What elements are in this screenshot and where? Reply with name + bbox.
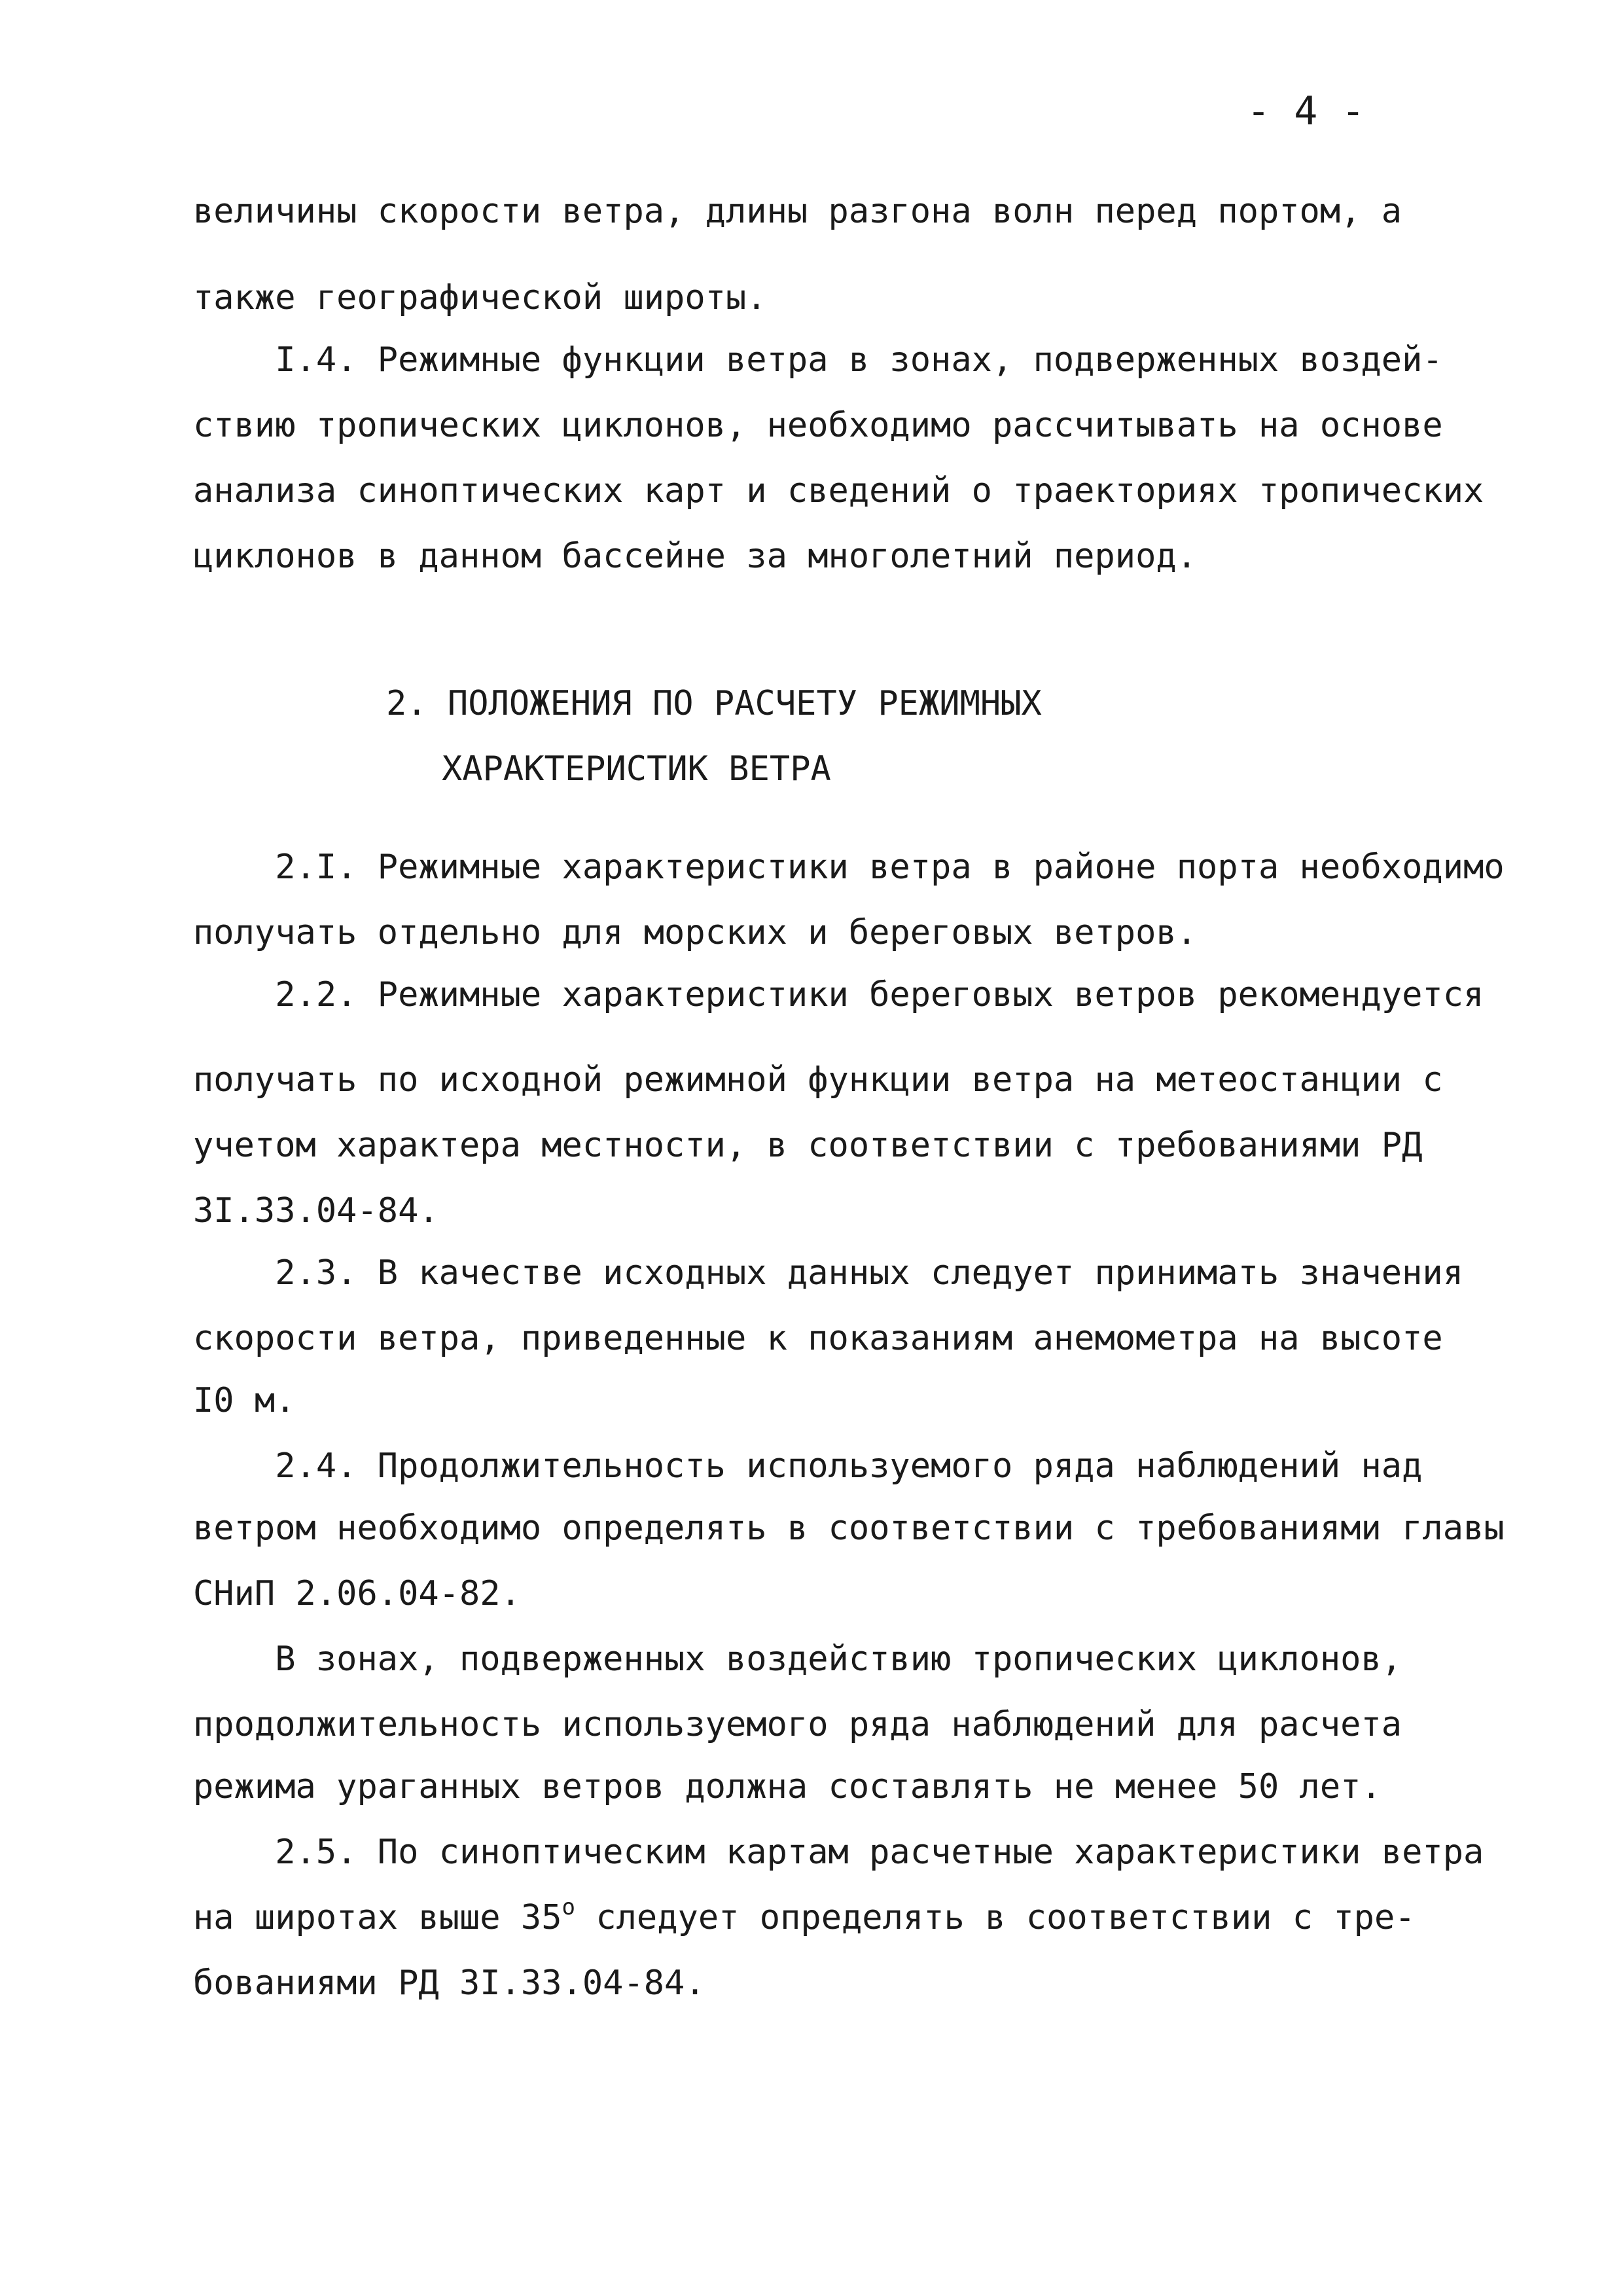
section-heading-line-2: ХАРАКТЕРИСТИК ВЕТРА [442, 749, 831, 789]
text-line-with-superscript [193, 1894, 1416, 1941]
text-line: режима ураганных ветров должна составлять не менее 50 лет. [193, 1767, 1382, 1806]
text-segment: на широтах выше 35 [193, 1898, 562, 1937]
text-line: анализа синоптических карт и сведений о траекториях тропических [193, 471, 1484, 511]
text-line: 2.2. Режимные характеристики береговых ветров рекомендуется [193, 975, 1484, 1014]
text-line: величины скорости ветра, длины разгона волн перед портом, а [193, 192, 1402, 231]
degree-superscript: o [562, 1894, 576, 1920]
text-line: скорости ветра, приведенные к показаниям анемометра на высоте [193, 1319, 1443, 1358]
text-segment: следует определять в соответствии с тре- [575, 1898, 1416, 1937]
text-line: 2.I. Режимные характеристики ветра в районе порта необходимо [193, 848, 1505, 887]
text-line: бованиями РД 3I.33.04-84. [193, 1964, 705, 2003]
text-line: получать по исходной режимной функции ветра на метеостанции с [193, 1060, 1443, 1100]
text-line: учетом характера местности, в соответствии с требованиями РД [193, 1126, 1423, 1165]
page-number: - 4 - [1247, 88, 1365, 134]
text-line: получать отдельно для морских и береговых ветров. [193, 913, 1198, 952]
section-heading-line-1: 2. ПОЛОЖЕНИЯ ПО РАСЧЕТУ РЕЖИМНЫХ [386, 684, 1042, 723]
text-line: 2.4. Продолжительность используемого ряда наблюдений над [193, 1446, 1423, 1486]
text-line: 2.3. В качестве исходных данных следует принимать значения [193, 1253, 1464, 1293]
text-line: I.4. Режимные функции ветра в зонах, подверженных воздей- [193, 340, 1443, 380]
text-line: ствию тропических циклонов, необходимо рассчитывать на основе [193, 406, 1443, 445]
text-line: ветром необходимо определять в соответствии с требованиями главы [193, 1509, 1505, 1548]
text-line: 2.5. По синоптическим картам расчетные характеристики ветра [193, 1833, 1484, 1872]
text-line: СНиП 2.06.04-82. [193, 1574, 521, 1613]
text-line: 3I.33.04-84. [193, 1191, 439, 1230]
text-line: I0 м. [193, 1381, 296, 1420]
text-line: продолжительность используемого ряда наблюдений для расчета [193, 1705, 1402, 1744]
text-line: циклонов в данном бассейне за многолетний период. [193, 537, 1198, 576]
text-line: также географической широты. [193, 278, 767, 317]
text-line: В зонах, подверженных воздействию тропических циклонов, [193, 1640, 1402, 1679]
